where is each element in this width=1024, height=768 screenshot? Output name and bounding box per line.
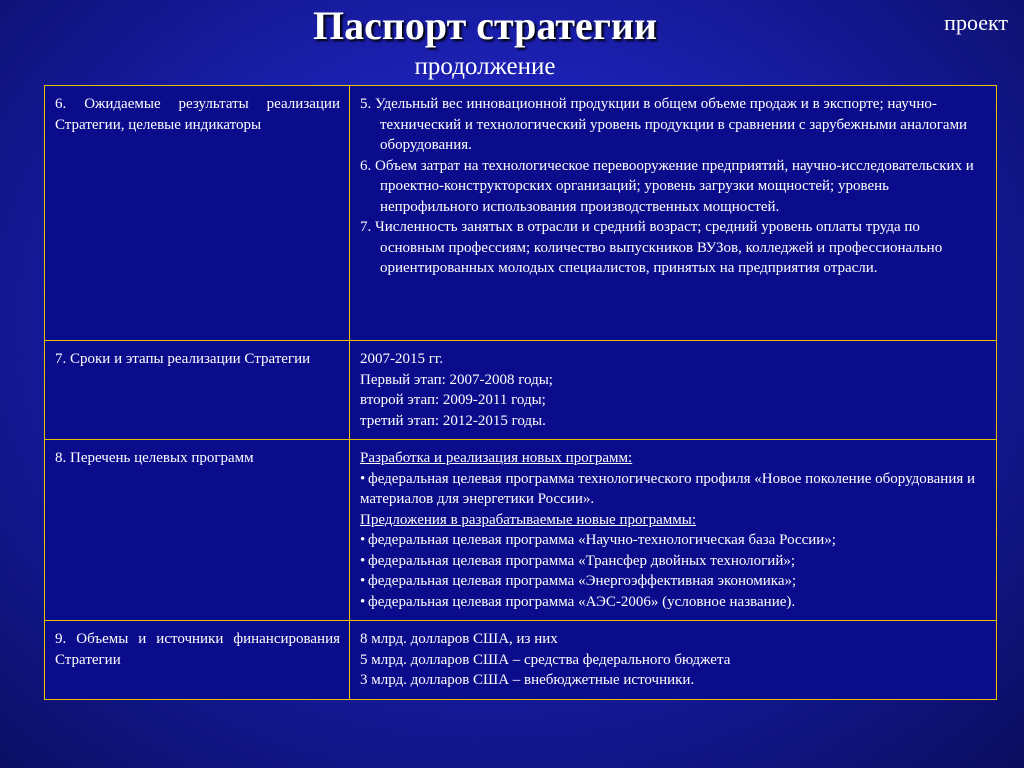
program-item: [360, 469, 987, 510]
section-heading: Разработка и реализация новых программ:: [360, 450, 633, 466]
program-text: федеральная целевая программа технологического профиля «Новое поколение оборудования и материалов для энергетики России».: [360, 470, 976, 507]
row-label: 6. Ожидаемые результаты реализации Стратегии, целевые индикаторы: [45, 86, 350, 341]
program-text: федеральная целевая программа «Научно-технологическая база России»;: [368, 532, 836, 548]
indicator-item: 5. Удельный вес инновационной продукции в общем объеме продаж и в экспорте; научно-технический и технологический уровень продукции в сравнении с зарубежными аналогами оборудования.: [360, 96, 968, 153]
page-subtitle: продолжение: [414, 53, 556, 80]
program-item: [360, 551, 987, 572]
row-content: [350, 440, 997, 621]
row-content: [350, 621, 997, 700]
timeline-line: второй этап: 2009-2011 годы;: [360, 392, 546, 408]
bullet-icon: •: [360, 470, 366, 487]
timeline-line: Первый этап: 2007-2008 годы;: [360, 371, 553, 388]
table-row: [45, 440, 997, 621]
bullet-icon: •: [360, 593, 366, 610]
page-title: Паспорт стратегии: [312, 3, 658, 48]
bullet-icon: •: [360, 532, 366, 548]
draft-label: проект: [944, 10, 1008, 35]
program-item: [360, 571, 987, 592]
program-item: [360, 592, 987, 613]
row-label: 7. Сроки и этапы реализации Стратегии: [45, 341, 350, 440]
section-heading: Предложения в разрабатываемые новые программы:: [360, 511, 697, 528]
row-content: [350, 341, 997, 440]
table-row: [45, 86, 997, 341]
row-label: 9. Объемы и источники финансирования Стратегии: [45, 621, 350, 700]
table-row: [45, 341, 997, 440]
row-content: [350, 86, 997, 341]
funding-line: 5 млрд. долларов США – средства федерального бюджета: [360, 651, 731, 668]
funding-line: 8 млрд. долларов США, из них: [360, 631, 558, 647]
program-text: федеральная целевая программа «АЭС-2006» (условное название).: [368, 593, 796, 610]
indicator-item: 7. Численность занятых в отрасли и средний возраст; средний уровень оплаты труда по основным профессиям; количество выпускников ВУЗов, колледжей и профессионально ориентированных молодых специалистов, принятых на предприятия отрасли.: [360, 219, 943, 276]
program-item: [360, 530, 987, 551]
strategy-passport-table: [44, 85, 997, 700]
timeline-line: 2007-2015 гг.: [360, 351, 444, 367]
indicator-item: 6. Объем затрат на технологическое перевооружение предприятий, научно-исследовательских и проектно-конструкторских организаций; уровень загрузки мощностей; уровень непрофильного использования производственных мощностей.: [360, 157, 974, 215]
bullet-icon: •: [360, 552, 366, 569]
row-label: 8. Перечень целевых программ: [45, 440, 350, 621]
program-text: федеральная целевая программа «Энергоэффективная экономика»;: [368, 573, 797, 589]
bullet-icon: •: [360, 573, 366, 589]
timeline-line: третий этап: 2012-2015 годы.: [360, 412, 546, 429]
table-row: [45, 621, 997, 700]
funding-line: 3 млрд. долларов США – внебюджетные источники.: [360, 672, 695, 688]
program-text: федеральная целевая программа «Трансфер двойных технологий»;: [368, 552, 796, 569]
